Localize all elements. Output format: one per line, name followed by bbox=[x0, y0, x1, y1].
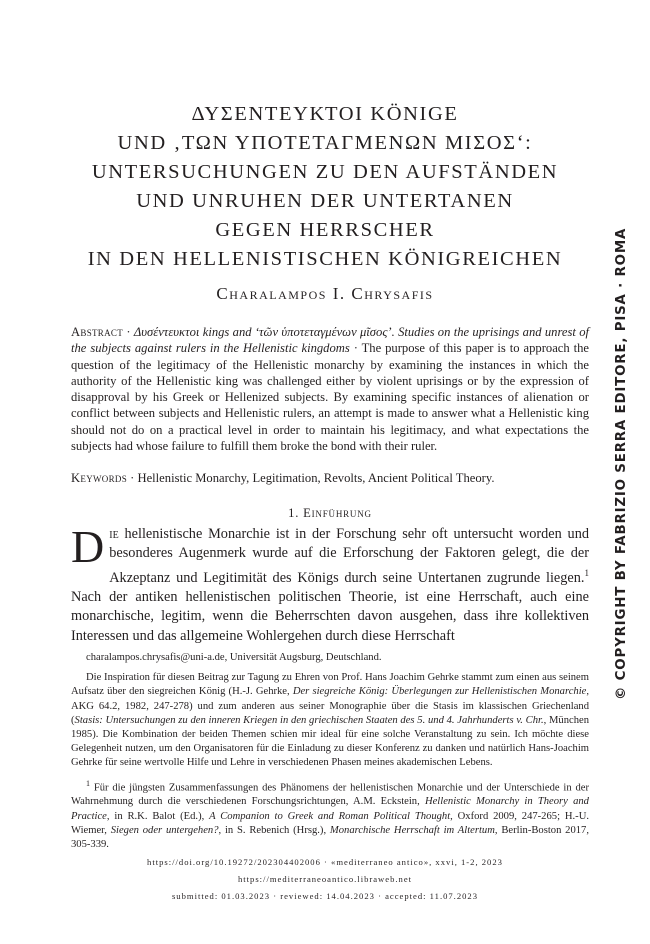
abstract-label: Abstract bbox=[71, 325, 124, 339]
note-citation-title: A Companion to Greek and Roman Political Thought bbox=[209, 810, 451, 822]
publication-info bbox=[40, 854, 610, 905]
title-line: GEGEN HERRSCHER bbox=[215, 219, 435, 241]
section-heading: 1. Einführung bbox=[288, 506, 372, 520]
note-text: , AKG 64.2, 1982, 247-278) und zum anderen aus seiner Monographie über die Stasis im klassischen Griechenland ( bbox=[71, 686, 589, 726]
article-title bbox=[40, 100, 610, 274]
first-word-rest: ie bbox=[109, 526, 119, 542]
body-text-part: hellenistische Monarchie ist in der Forschung sehr oft untersucht worden und besonderes Augenmerk wurde auf die Erforschung der Faktoren gelegt, die der Akzeptanz und Legitimität des Königs durch seine Untertanen zugrunde liegen. bbox=[109, 526, 589, 586]
journal-url[interactable]: https://mediterraneoantico.libraweb.net bbox=[237, 874, 413, 884]
abstract-separator: · bbox=[123, 325, 134, 339]
keywords bbox=[71, 470, 589, 486]
copyright-vertical: © COPYRIGHT BY FABRIZIO SERRA EDITORE, PISA · ROMA bbox=[614, 227, 629, 700]
body-paragraph bbox=[71, 521, 589, 646]
review-dates: submitted: 01.03.2023 · reviewed: 14.04.2023 · accepted: 11.07.2023 bbox=[171, 891, 479, 901]
abstract bbox=[71, 324, 589, 454]
note-text: Die Inspiration für diesen Beitrag zur Tagung zu Ehren von Prof. Hans Joachim Gehrke stammt zum einen aus seinem Aufsatz über den siegreichen König (H.-J. Gehrke, bbox=[71, 672, 589, 698]
abstract-english-title: Δυσέντευκτοι kings and ‘τῶν ὑποτεταγμένων μῖσος’. Studies on the uprisings and unrest of the subjects against rulers in the Hellenistic kingdoms bbox=[71, 325, 589, 356]
note-text: Für die jüngsten Zusammenfassungen des Phänomens der hellenistischen Monarchie und der Unterschiede in der Wahrnehmung durch die verschiedenen Forschungsrichtungen, A.M. Eckstein, bbox=[71, 782, 589, 808]
title-line: UND ‚ΤΩΝ ΥΠΟΤΕΤΑΓΜΕΝΩΝ ΜΙΣΟΣ‘: bbox=[117, 132, 533, 154]
note-citation-title: Siegen oder untergehen? bbox=[110, 824, 219, 836]
keywords-separator: · bbox=[127, 471, 138, 485]
note-text: , München 1985). Die Kombination der beiden Themen schien mir ideal für eine solche Veranstaltung zu sein. Ich möchte diese Gelegenheit nutzen, um den Organisatoren für die Einladung zu dieser Konferenz zu danken und natürlich Hans-Joachim Gehrke für seine wertvolle Hilfe und Lehre in verschiedenen Phasen meines akademischen Lebens. bbox=[71, 714, 589, 769]
drop-cap: D bbox=[71, 521, 105, 572]
abstract-text: The purpose of this paper is to approach the question of the legitimacy of the Hellenistic monarchy by examining the instances in which the authority of the Hellenistic king was challenged either by violent uprisings or by the expression of disapproval by his Greek or Hellenized subjects. By examining specific instances of alienation or conflict between subjects and Hellenistic rulers, an attempt is made to answer what a Hellenistic king should not do on a practical level in order to maintain his legitimacy, and what expectations the subjects had whose failure to fulfill them broke the bond with their ruler. bbox=[71, 341, 589, 454]
note-text: , in S. Rebenich (Hrsg.), bbox=[218, 824, 330, 836]
footnote-1 bbox=[71, 777, 589, 853]
note-citation-title: Stasis: Untersuchungen zu den inneren Kriegen in den griechischen Staaten des 5. und 4. Jahrhunderts v. Chr. bbox=[74, 714, 544, 726]
acknowledgment-note bbox=[71, 671, 589, 770]
title-line: UND UNRUHEN DER UNTERTANEN bbox=[136, 190, 514, 212]
body-text-part: Nach der antiken hellenistischen politischen Theorie, ist eine Herrschaft, auch eine monarchische, legitim, wenn die Beherrschten davon ausgehen, dass ihre kollektiven Interessen und das allgemeine Wohlergehen durch diese Herrschaft bbox=[71, 588, 589, 644]
keywords-label: Keywords bbox=[71, 471, 127, 485]
author-name: Charalampos I. Chrysafis bbox=[216, 284, 434, 303]
note-text: , Berlin-Boston 2017, 305-339. bbox=[71, 824, 589, 850]
abstract-separator: · bbox=[349, 341, 362, 356]
title-line: ΔΥΣΕΝΤΕΥΚΤΟΙ KÖNIGE bbox=[191, 103, 459, 125]
note-citation-title: Der siegreiche König: Überlegungen zur Hellenistischen Monarchie bbox=[292, 686, 587, 698]
footnote-reference[interactable]: 1 bbox=[584, 567, 589, 578]
note-citation-title: Monarchische Herrschaft im Altertum bbox=[329, 824, 495, 836]
note-text: , Oxford 2009, 247-265; H.-U. Wiemer, bbox=[71, 810, 589, 836]
footnote-mark: 1 bbox=[86, 778, 90, 788]
note-citation-title: Hellenistic Monarchy in Theory and Practice bbox=[71, 796, 589, 822]
doi-line[interactable]: https://doi.org/10.19272/202304402006 · «mediterraneo antico», xxvi, 1-2, 2023 bbox=[147, 857, 503, 867]
author-affiliation: charalampos.chrysafis@uni-a.de, Universität Augsburg, Deutschland. bbox=[86, 652, 382, 663]
keywords-text: Hellenistic Monarchy, Legitimation, Revolts, Ancient Political Theory. bbox=[137, 471, 495, 485]
note-text: , in R.K. Balot (Ed.), bbox=[106, 810, 210, 822]
title-line: UNTERSUCHUNGEN ZU DEN AUFSTÄNDEN bbox=[91, 161, 559, 183]
title-line: IN DEN HELLENISTISCHEN KÖNIGREICHEN bbox=[87, 248, 563, 270]
footnotes bbox=[71, 651, 589, 852]
